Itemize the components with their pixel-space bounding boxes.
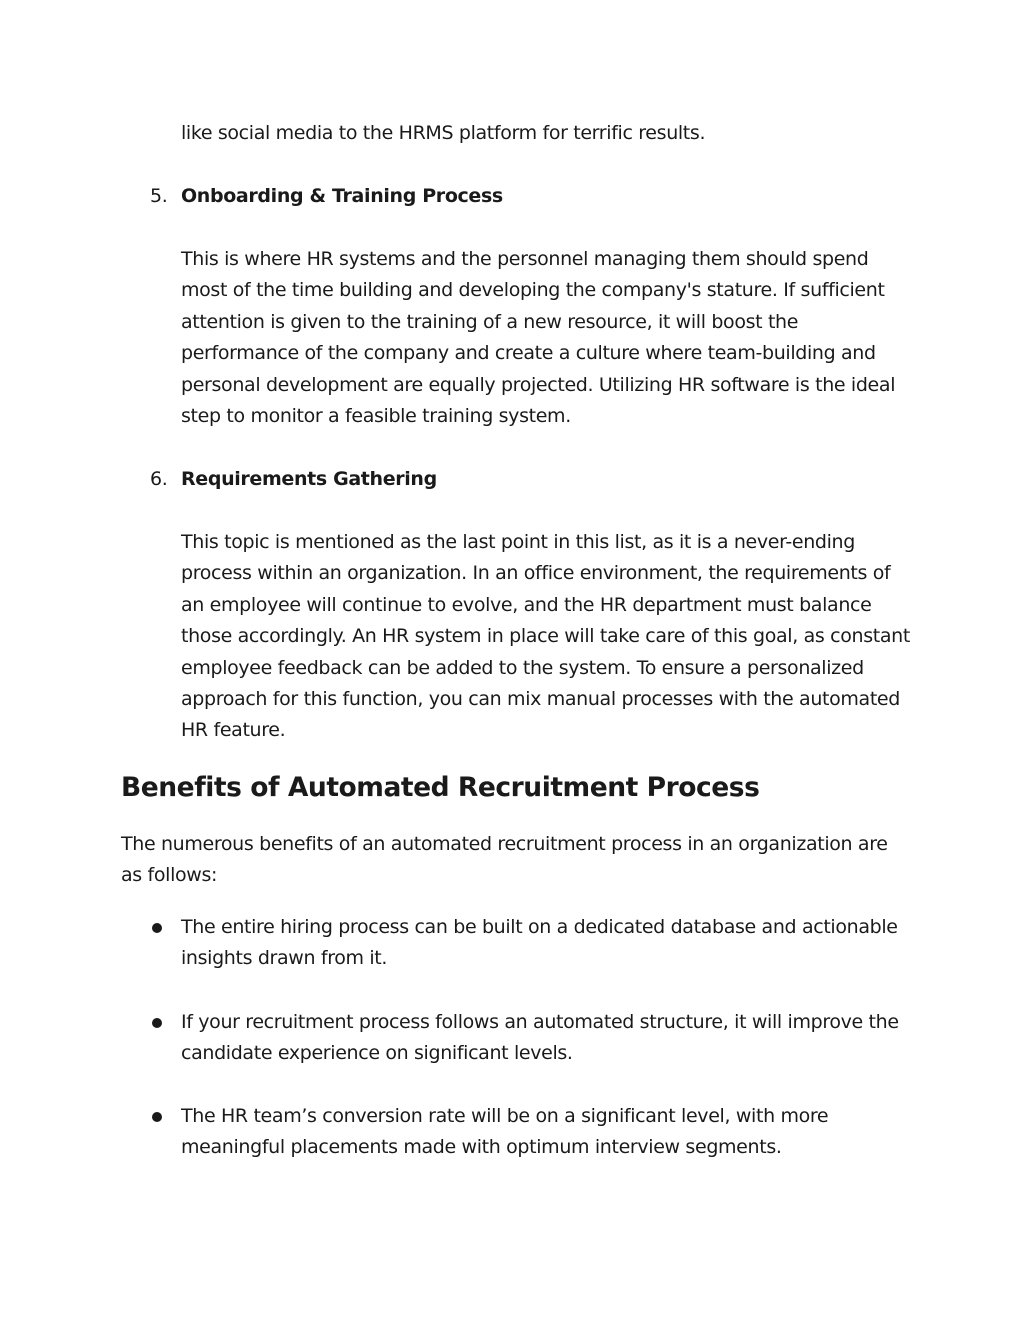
bullet-item-database: The entire hiring process can be built on a dedicated database and actionable insights drawn from it.: [181, 916, 898, 970]
bullet-icon: [152, 1018, 162, 1028]
section-heading: Benefits of Automated Recruitment Process: [121, 772, 760, 803]
bullet-icon: [152, 1112, 162, 1122]
bullet-item-conversion-rate: The HR team’s conversion rate will be on a significant level, with more meaningful placements made with optimum interview segments.: [181, 1105, 829, 1159]
list-item-body-requirements: This topic is mentioned as the last point in this list, as it is a never-ending process within an organization. In an office environment, the requirements of an employee will continue to evolve, and the HR department must balance those accordingly. An HR system in place will take care of this goal, as constant employee feedback can be added to the system. To ensure a personalized approach for this function, you can mix manual processes with the automated HR feature.: [181, 531, 910, 742]
bullet-item-candidate-experience: If your recruitment process follows an automated structure, it will improve the candidate experience on significant levels.: [181, 1011, 899, 1065]
list-item-body-onboarding: This is where HR systems and the personnel managing them should spend most of the time building and developing the company's stature. If sufficient attention is given to the training of a new resource, it will boost the performance of the company and create a culture where team-building and personal development are equally projected. Utilizing HR software is the ideal step to monitor a feasible training system.: [181, 248, 896, 428]
intro-continuation-paragraph: like social media to the HRMS platform for terrific results.: [181, 122, 706, 144]
list-item-title-onboarding: Onboarding & Training Process: [181, 185, 503, 207]
list-item-title-requirements: Requirements Gathering: [181, 468, 437, 490]
list-item-number: 5.: [150, 185, 168, 207]
bullet-icon: [152, 923, 162, 933]
list-item-number: 6.: [150, 468, 168, 490]
section-intro-paragraph: The numerous benefits of an automated recruitment process in an organization are as follows:: [121, 833, 888, 887]
